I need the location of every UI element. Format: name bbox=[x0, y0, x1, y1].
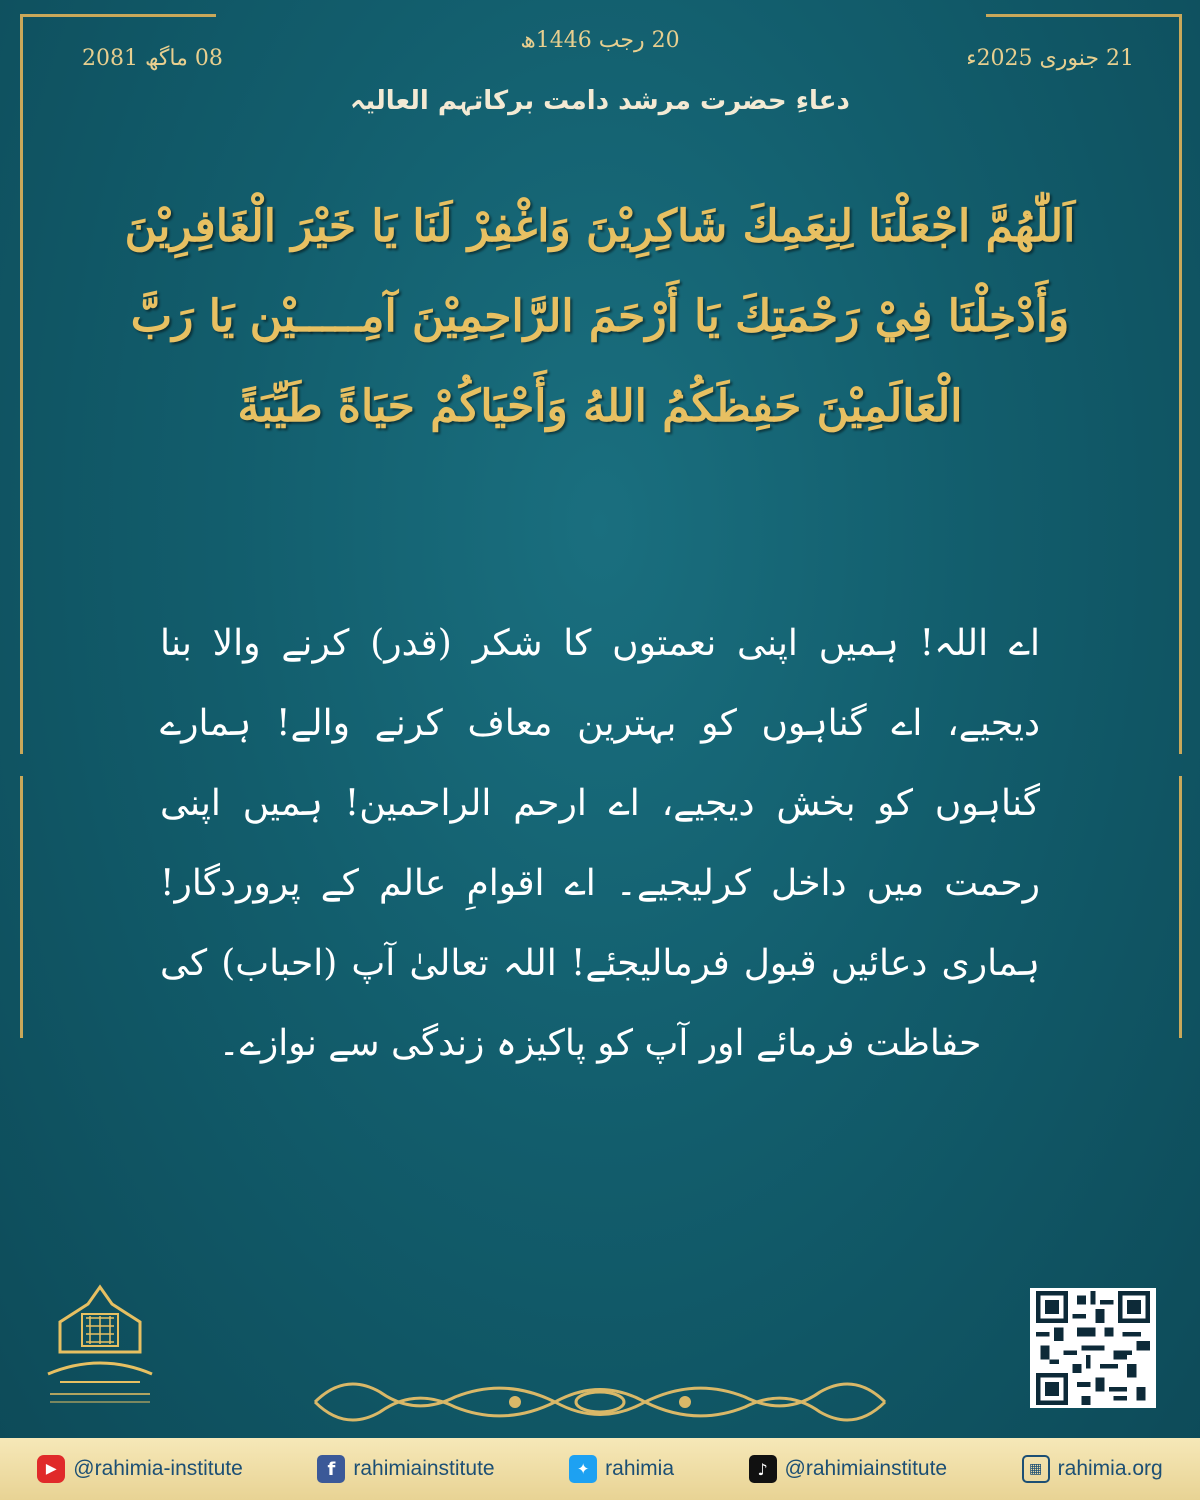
website-url: rahimia.org bbox=[1057, 1457, 1163, 1480]
qr-code[interactable] bbox=[1030, 1288, 1156, 1408]
youtube-handle: @rahimia-institute bbox=[73, 1457, 243, 1480]
facebook-handle: rahimiainstitute bbox=[353, 1457, 495, 1480]
twitter-icon: ✦ bbox=[569, 1455, 597, 1483]
website-icon: ▦ bbox=[1022, 1455, 1050, 1483]
frame-left-upper bbox=[20, 14, 23, 754]
frame-top-right bbox=[986, 14, 1182, 17]
frame-left-lower bbox=[20, 776, 23, 1038]
facebook-icon: f bbox=[317, 1455, 345, 1483]
facebook-link[interactable] bbox=[317, 1455, 494, 1483]
gregorian-date: 21 جنوری 2025ء bbox=[966, 46, 1134, 71]
arabic-dua: اَللّٰهُمَّ اجْعَلْنَا لِنِعَمِكَ شَاكِرِيْنَ وَاغْفِرْ لَنَا يَا خَيْرَ الْغَافِرِيْنَ وَأَدْخِلْنَا فِيْ رَحْمَتِكَ يَا أَرْحَمَ الرَّاحِمِيْنَ آمِـــــيْن يَا رَبَّ الْعَالَمِيْنَ حَفِظَكُمُ اللهُ وَأَحْيَاكُمْ حَيَاةً طَيِّبَةً bbox=[124, 201, 1076, 432]
tiktok-link[interactable] bbox=[749, 1455, 948, 1483]
youtube-link[interactable] bbox=[37, 1455, 243, 1483]
twitter-link[interactable] bbox=[569, 1455, 674, 1483]
tiktok-handle: @rahimiainstitute bbox=[784, 1457, 948, 1480]
frame-right-lower bbox=[1179, 776, 1182, 1038]
bikrami-date: 08 ماگھ 2081 bbox=[82, 46, 223, 71]
twitter-handle: rahimia bbox=[605, 1457, 674, 1480]
frame-right-upper bbox=[1179, 14, 1182, 754]
website-link[interactable] bbox=[1022, 1455, 1163, 1483]
page-title: دعاءِ حضرت مرشد دامت برکاتہم العالیہ bbox=[350, 86, 850, 116]
tiktok-icon: ♪ bbox=[749, 1455, 777, 1483]
logo-emblem bbox=[40, 1282, 160, 1412]
frame-top-left bbox=[20, 14, 216, 17]
footer-bar bbox=[0, 1438, 1200, 1500]
urdu-translation: اے اللہ! ہمیں اپنی نعمتوں کا شکر (قدر) کرنے والا بنا دیجیے، اے گناہوں کو بہترین معاف کرنے والے! ہمارے گناہوں کو بخش دیجیے، اے ارحم الراحمین! ہمیں اپنی رحمت میں داخل کرلیجیے۔ اے اقوامِ عالم کے پروردگار! ہماری دعائیں قبول فرمالیجئے! اللہ تعالیٰ آپ (احباب) کی حفاظت فرمائے اور آپ کو پاکیزہ زندگی سے نوازے۔ bbox=[160, 623, 1040, 1064]
hijri-date: 20 رجب 1446ھ bbox=[520, 28, 680, 53]
ornament bbox=[305, 1372, 895, 1432]
youtube-icon: ▶ bbox=[37, 1455, 65, 1483]
